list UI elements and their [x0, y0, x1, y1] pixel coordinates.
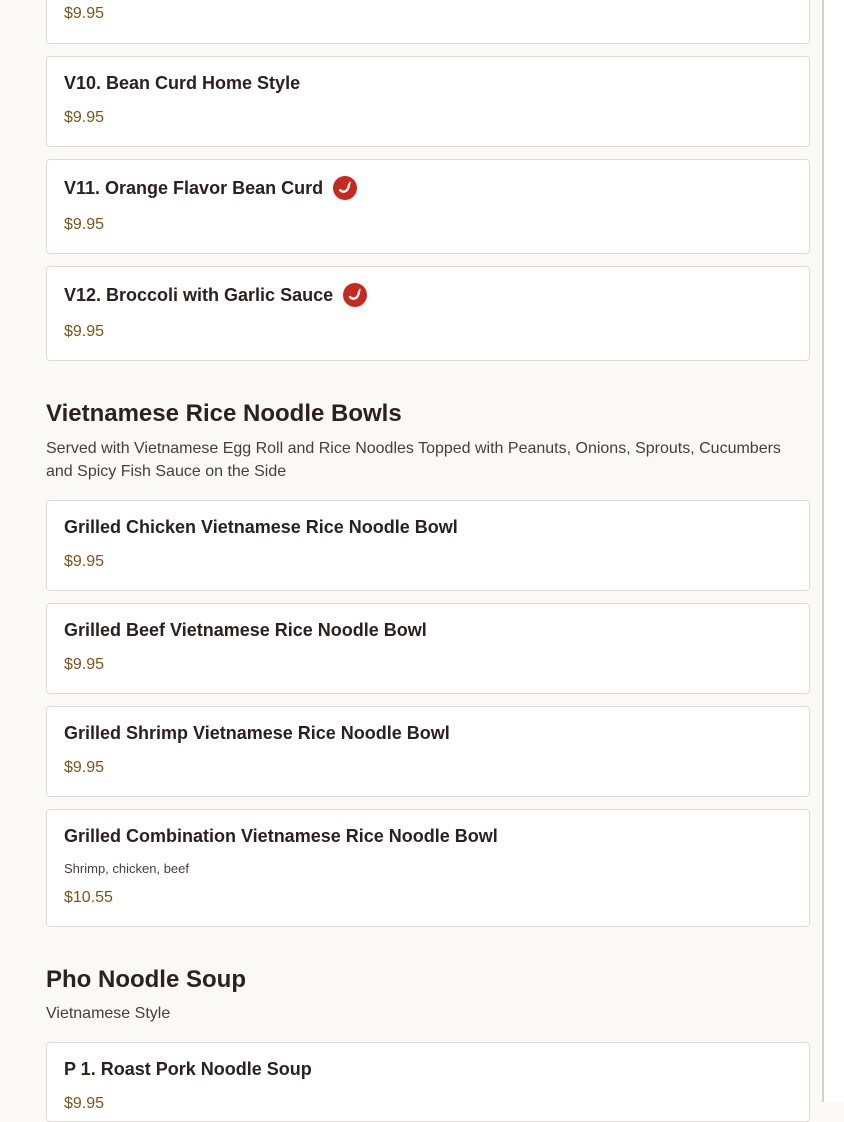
item-name-row — [64, 176, 357, 200]
right-gutter — [824, 0, 844, 1102]
item-price: $9.95 — [64, 553, 105, 570]
item-price: $9.95 — [64, 1095, 105, 1112]
chili-pepper-icon — [333, 176, 357, 200]
menu-item-card[interactable] — [46, 159, 810, 254]
menu-item-card[interactable] — [46, 1042, 810, 1122]
item-price: $9.95 — [64, 759, 105, 776]
item-price: $9.95 — [64, 656, 105, 673]
item-price: $9.95 — [64, 323, 105, 340]
menu-item-card[interactable] — [46, 809, 810, 927]
menu-item-card[interactable] — [46, 603, 810, 694]
item-price: $10.55 — [64, 889, 113, 906]
item-name: V10. Bean Curd Home Style — [64, 73, 301, 93]
menu-item-card[interactable] — [46, 56, 810, 147]
menu-item-card[interactable] — [46, 706, 810, 797]
item-name: Grilled Combination Vietnamese Rice Noodle Bowl — [64, 826, 498, 846]
section-description: Vietnamese Style — [46, 1005, 171, 1022]
item-price: $9.95 — [64, 109, 105, 126]
section-title: Pho Noodle Soup — [46, 966, 246, 993]
item-description: Shrimp, chicken, beef — [64, 861, 190, 876]
item-name: Grilled Shrimp Vietnamese Rice Noodle Bowl — [64, 723, 450, 743]
item-name: Grilled Chicken Vietnamese Rice Noodle Bowl — [64, 517, 458, 537]
item-price: $9.95 — [64, 5, 105, 22]
item-name-row — [64, 283, 367, 307]
menu-item-card[interactable] — [46, 266, 810, 361]
chili-pepper-icon — [343, 283, 367, 307]
menu-item-card[interactable] — [46, 0, 810, 44]
item-price: $9.95 — [64, 216, 105, 233]
section-description: Served with Vietnamese Egg Roll and Rice Noodles Topped with Peanuts, Onions, Sprouts, Cucumbers and Spicy Fish Sauce on the Side — [46, 440, 781, 480]
item-name: Grilled Beef Vietnamese Rice Noodle Bowl — [64, 620, 427, 640]
item-name: P 1. Roast Pork Noodle Soup — [64, 1059, 312, 1079]
section-title: Vietnamese Rice Noodle Bowls — [46, 400, 402, 427]
item-name: V11. Orange Flavor Bean Curd — [64, 177, 324, 198]
menu-item-card[interactable] — [46, 500, 810, 591]
item-name: V12. Broccoli with Garlic Sauce — [64, 284, 334, 305]
